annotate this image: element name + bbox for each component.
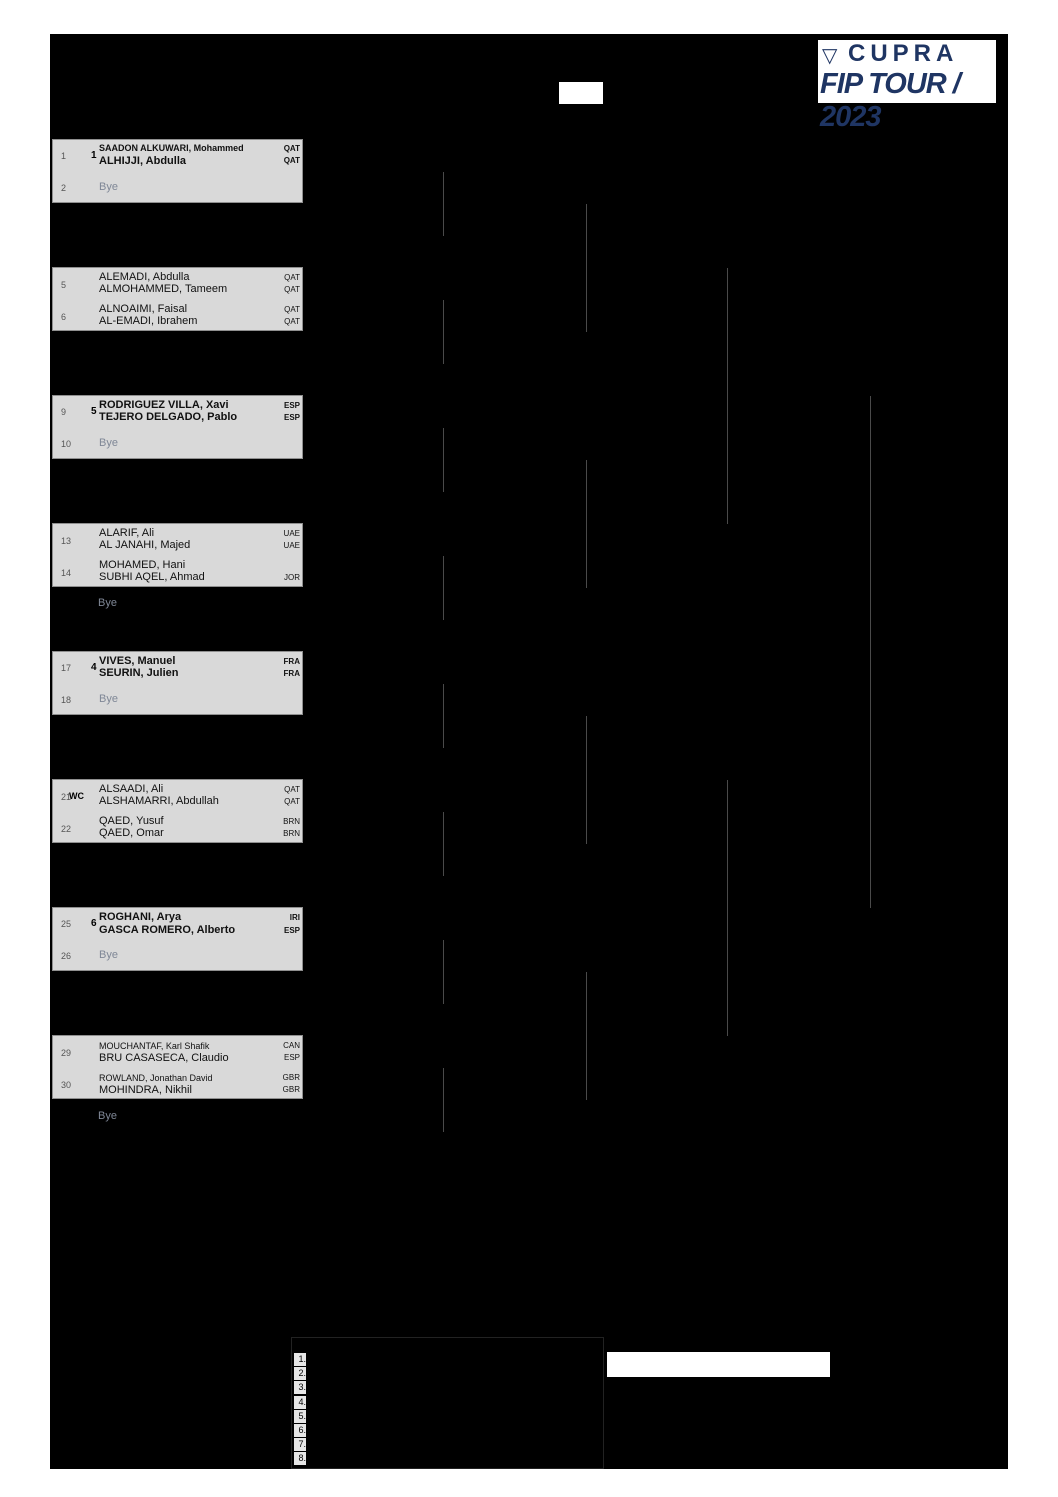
bye-label: Bye <box>99 437 118 449</box>
draw-position: 18 <box>61 695 72 705</box>
draw-position: 22 <box>61 824 72 834</box>
draw-slot <box>53 812 302 840</box>
country-code: QAT <box>283 156 300 165</box>
country-code: UAE <box>283 541 300 550</box>
country-code: QAT <box>284 273 300 282</box>
draw-entry <box>52 267 303 331</box>
country-code: BRN <box>283 817 300 826</box>
country-code: ESP <box>283 926 300 935</box>
country-code: ESP <box>283 401 300 410</box>
bracket-line <box>727 268 728 524</box>
seed-list-item: 4. <box>294 1396 306 1409</box>
country-code: QAT <box>284 305 300 314</box>
bye-label: Bye <box>98 1110 117 1122</box>
draw-entry <box>52 139 303 203</box>
seed-number: 1 <box>91 150 97 161</box>
bracket-line <box>586 460 587 524</box>
bracket-line <box>870 396 871 908</box>
draw-slot <box>53 940 302 968</box>
seed-list-item: 5. <box>294 1410 306 1423</box>
bracket-line <box>443 940 444 1004</box>
player-name: ALARIF, Ali <box>99 527 155 539</box>
seed-list-item: 7. <box>294 1438 306 1451</box>
signature-box <box>607 1352 830 1377</box>
country-code: CAN <box>283 1041 300 1050</box>
draw-slot <box>53 652 302 680</box>
draw-slot <box>53 1036 302 1064</box>
draw-slot <box>53 396 302 424</box>
cupra-fip-tour-logo <box>818 40 996 133</box>
bye-label: Bye <box>99 693 118 705</box>
draw-position: 14 <box>61 568 72 578</box>
player-name: ROGHANI, Arya <box>99 911 182 923</box>
draw-slot <box>53 780 302 808</box>
seed-list-item: 3. <box>294 1381 306 1394</box>
player-name: ALMOHAMMED, Tameem <box>99 283 228 295</box>
player-name: AL-EMADI, Ibrahem <box>99 315 198 327</box>
player-name: MOHINDRA, Nikhil <box>99 1084 192 1096</box>
player-name: ALSHAMARRI, Abdullah <box>99 795 219 807</box>
bracket-line <box>586 780 587 844</box>
draw-position: 13 <box>61 536 72 546</box>
player-name: RODRIGUEZ VILLA, Xavi <box>99 399 229 411</box>
bracket-line <box>443 556 444 620</box>
player-name: ALEMADI, Abdulla <box>99 271 190 283</box>
draw-slot <box>53 908 302 936</box>
player-name: QAED, Omar <box>99 827 164 839</box>
draw-slot <box>53 428 302 456</box>
seed-list-box <box>291 1337 604 1469</box>
player-name: SEURIN, Julien <box>99 667 179 679</box>
bracket-line <box>443 1068 444 1132</box>
country-code: BRN <box>283 829 300 838</box>
player-name: ALNOAIMI, Faisal <box>99 303 188 315</box>
seed-list-item: 8. <box>294 1452 306 1465</box>
draw-position: 6 <box>61 312 67 322</box>
bracket-line <box>443 172 444 236</box>
draw-position: 26 <box>61 951 72 961</box>
player-name: SAADON ALKUWARI, Mohammed <box>99 143 244 153</box>
bye-label: Bye <box>99 181 118 193</box>
country-code: QAT <box>283 144 300 153</box>
draw-slot <box>53 172 302 200</box>
player-name: BRU CASASECA, Claudio <box>99 1052 229 1064</box>
seed-number: 4 <box>91 662 97 673</box>
country-code: FRA <box>283 657 300 666</box>
player-name: GASCA ROMERO, Alberto <box>99 924 236 936</box>
seed-list-item: 2. <box>294 1367 306 1380</box>
player-name: AL JANAHI, Majed <box>99 539 191 551</box>
country-code: QAT <box>284 785 300 794</box>
country-code: JOR <box>284 573 300 582</box>
draw-position: 21 <box>61 792 72 802</box>
bracket-line <box>586 1036 587 1100</box>
draw-slot <box>53 140 302 168</box>
draw-position: 5 <box>61 280 67 290</box>
bracket-line <box>586 268 587 332</box>
draw-position: 10 <box>61 439 72 449</box>
bracket-line <box>443 812 444 876</box>
seed-number: 5 <box>91 406 97 417</box>
seed-number: WC <box>69 791 84 801</box>
draw-position: 30 <box>61 1080 72 1090</box>
draw-position: 17 <box>61 663 72 673</box>
bracket-line <box>443 300 444 364</box>
draw-slot <box>53 556 302 584</box>
draw-entry <box>52 907 303 971</box>
cupra-emblem-icon: ▽ <box>822 45 838 67</box>
draw-sheet <box>50 34 1008 1469</box>
bracket-line <box>727 780 728 1036</box>
bracket-line <box>586 524 587 588</box>
bracket-line <box>443 428 444 492</box>
country-code: FRA <box>283 669 300 678</box>
draw-slot <box>53 268 302 296</box>
country-code: QAT <box>284 285 300 294</box>
country-code: QAT <box>284 797 300 806</box>
player-name: ALHIJJI, Abdulla <box>99 155 186 167</box>
draw-entry <box>52 1035 303 1099</box>
player-name: SUBHI AQEL, Ahmad <box>99 571 205 583</box>
player-name: QAED, Yusuf <box>99 815 164 827</box>
player-name: ALSAADI, Ali <box>99 783 164 795</box>
draw-entry <box>52 779 303 843</box>
country-code: GBR <box>282 1085 300 1094</box>
draw-slot <box>53 684 302 712</box>
logo-brand: CUPRA <box>848 40 959 67</box>
draw-slot <box>53 300 302 328</box>
draw-position: 29 <box>61 1048 72 1058</box>
draw-entry <box>52 395 303 459</box>
player-name: MOUCHANTAF, Karl Shafik <box>99 1041 210 1051</box>
draw-position: 1 <box>61 151 67 161</box>
header-box <box>559 82 603 104</box>
draw-position: 9 <box>61 407 67 417</box>
draw-position: 2 <box>61 183 67 193</box>
bracket-line <box>586 204 587 268</box>
seed-list-item: 6. <box>294 1424 306 1437</box>
logo-tour: FIP TOUR / 2023 <box>820 68 960 133</box>
country-code: ESP <box>283 1053 300 1062</box>
draw-position: 25 <box>61 919 72 929</box>
draw-slot <box>53 524 302 552</box>
bye-label: Bye <box>99 949 118 961</box>
country-code: UAE <box>283 529 300 538</box>
country-code: IRI <box>289 913 300 922</box>
country-code: QAT <box>284 317 300 326</box>
seed-number: 6 <box>91 918 97 929</box>
country-code: GBR <box>282 1073 300 1082</box>
bracket-line <box>586 716 587 780</box>
country-code: ESP <box>283 413 300 422</box>
bye-label: Bye <box>98 597 117 609</box>
player-name: VIVES, Manuel <box>99 655 176 667</box>
draw-entry <box>52 651 303 715</box>
seed-list-item: 1. <box>294 1353 306 1366</box>
draw-slot <box>53 1068 302 1096</box>
player-name: TEJERO DELGADO, Pablo <box>99 411 238 423</box>
draw-entry <box>52 523 303 587</box>
player-name: ROWLAND, Jonathan David <box>99 1073 213 1083</box>
player-name: MOHAMED, Hani <box>99 559 186 571</box>
bracket-line <box>443 684 444 748</box>
bracket-line <box>586 972 587 1036</box>
